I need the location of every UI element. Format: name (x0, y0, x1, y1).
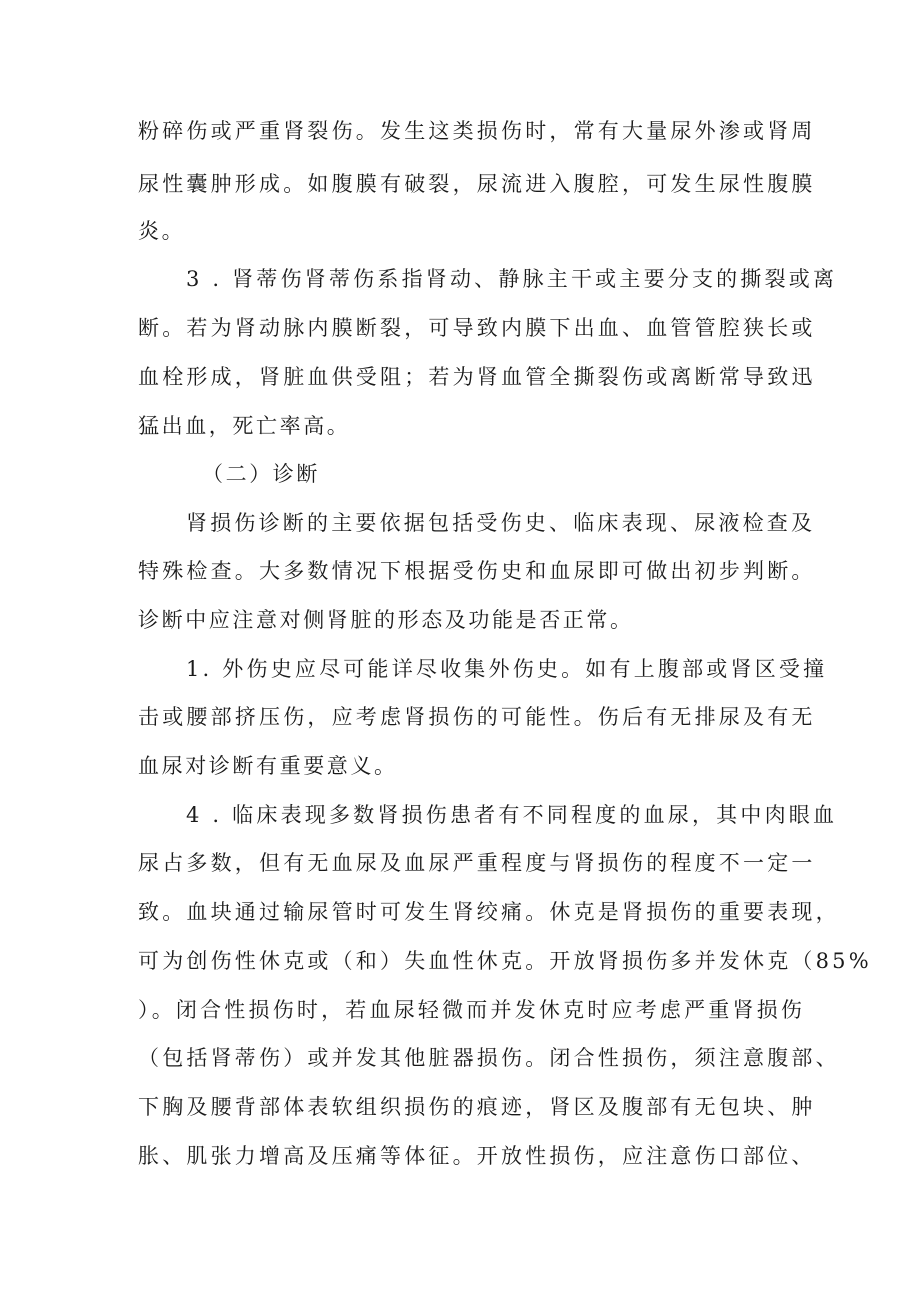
paragraph-line: 3 . 肾蒂伤肾蒂伤系指肾动、静脉主干或主要分支的撕裂或离 (186, 267, 838, 291)
paragraph-line: 诊断中应注意对侧肾脏的形态及功能是否正常。 (138, 608, 634, 632)
paragraph-line: 特殊检查。大多数情况下根据受伤史和血尿即可做出初步判断。 (138, 559, 816, 583)
paragraph-line: 粉碎伤或严重肾裂伤。发生这类损伤时，常有大量尿外渗或肾周 (138, 119, 816, 143)
paragraph-line: 血尿对诊断有重要意义。 (138, 754, 398, 778)
paragraph-line: 血栓形成，肾脏血供受阻；若为肾血管全撕裂伤或离断常导致迅 (138, 365, 816, 389)
paragraph-line: 致。血块通过输尿管时可发生肾绞痛。休克是肾损伤的重要表现， (138, 900, 840, 924)
paragraph-line: 猛出血，死亡率高。 (138, 414, 351, 438)
paragraph-line: 击或腰部挤压伤，应考虑肾损伤的可能性。伤后有无排尿及有无 (138, 705, 816, 729)
paragraph-line: 1. 外伤史应尽可能详尽收集外伤史。如有上腹部或肾区受撞 (186, 657, 828, 681)
paragraph-line: ）。闭合性损伤时，若血尿轻微而并发休克时应考虑严重肾损伤 (138, 998, 806, 1022)
paragraph-line: 断。若为肾动脉内膜断裂，可导致内膜下出血、血管管腔狭长或 (138, 316, 816, 340)
paragraph-line: 胀、肌张力增高及压痛等体征。开放性损伤，应注意伤口部位、 (138, 1144, 816, 1168)
paragraph-line: 可为创伤性休克或（和）失血性休克。开放肾损伤多并发休克（85% (138, 949, 872, 973)
paragraph-line: 下胸及腰背部体表软组织损伤的痕迹，肾区及腹部有无包块、肿 (138, 1095, 816, 1119)
paragraph-line: 尿性囊肿形成。如腹膜有破裂，尿流进入腹腔，可发生尿性腹膜 (138, 172, 816, 196)
paragraph-line: 肾损伤诊断的主要依据包括受伤史、临床表现、尿液检查及 (186, 511, 816, 535)
section-heading: （二）诊断 (202, 462, 320, 486)
paragraph-line: 尿占多数，但有无血尿及血尿严重程度与肾损伤的程度不一定一 (138, 851, 816, 875)
paragraph-line: 4 . 临床表现多数肾损伤患者有不同程度的血尿，其中肉眼血 (186, 803, 838, 827)
paragraph-line: （包括肾蒂伤）或并发其他脏器损伤。闭合性损伤，须注意腹部、 (138, 1046, 840, 1070)
paragraph-line: 炎。 (138, 219, 186, 243)
